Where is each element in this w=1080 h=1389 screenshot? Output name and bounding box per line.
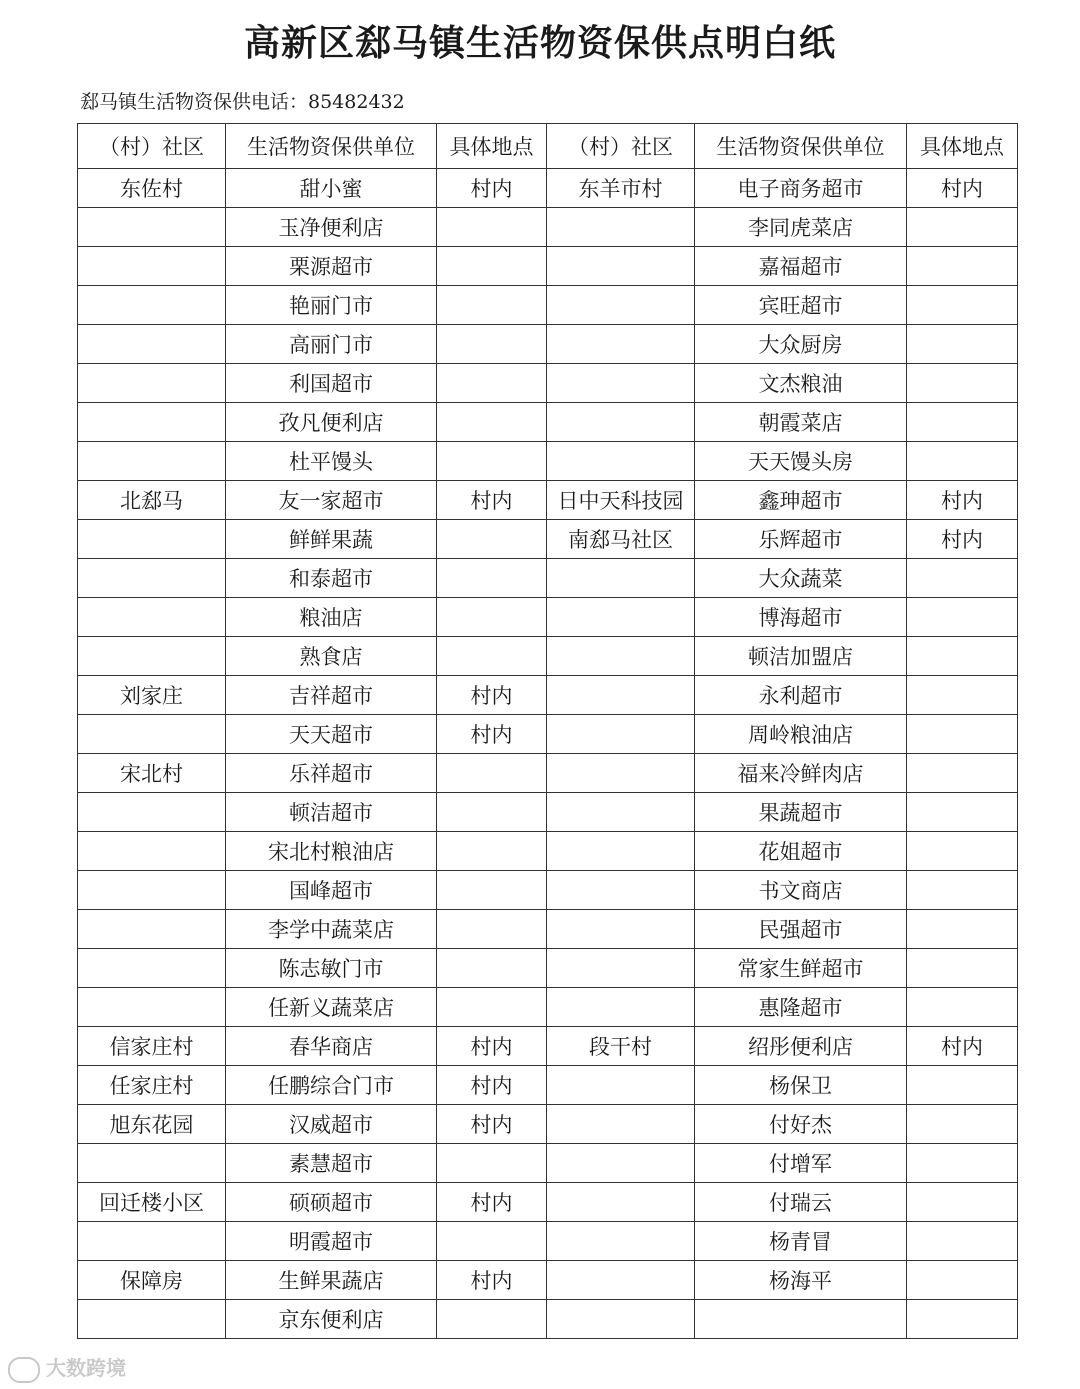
- supply-unit-cell: 硕硕超市: [226, 1183, 437, 1222]
- community-cell: 保障房: [78, 1261, 226, 1300]
- supply-unit-cell: 粮油店: [226, 598, 437, 637]
- community-cell: [78, 910, 226, 949]
- table-row: [78, 520, 1018, 559]
- table-row: [78, 442, 1018, 481]
- location-cell: [907, 442, 1018, 481]
- table-row: [78, 247, 1018, 286]
- supply-unit-cell: 惠隆超市: [695, 988, 907, 1027]
- header-location-left: 具体地点: [437, 124, 547, 169]
- community-cell: [78, 325, 226, 364]
- table-row: [78, 1066, 1018, 1105]
- location-cell: [437, 1144, 547, 1183]
- location-cell: [437, 364, 547, 403]
- location-cell: [907, 598, 1018, 637]
- table-row: [78, 559, 1018, 598]
- supply-unit-cell: 民强超市: [695, 910, 907, 949]
- table-row: [78, 676, 1018, 715]
- location-cell: 村内: [907, 1027, 1018, 1066]
- supply-unit-cell: 生鲜果蔬店: [226, 1261, 437, 1300]
- location-cell: [907, 1066, 1018, 1105]
- table-header-row: [78, 124, 1018, 169]
- community-cell: [547, 286, 695, 325]
- location-cell: [437, 208, 547, 247]
- community-cell: 段干村: [547, 1027, 695, 1066]
- supply-unit-cell: 春华商店: [226, 1027, 437, 1066]
- supply-unit-cell: 任鹏综合门市: [226, 1066, 437, 1105]
- supply-unit-cell: 天天超市: [226, 715, 437, 754]
- supply-unit-cell: 福来冷鲜肉店: [695, 754, 907, 793]
- table-row: [78, 1105, 1018, 1144]
- supply-unit-cell: 京东便利店: [226, 1300, 437, 1339]
- location-cell: [437, 1222, 547, 1261]
- community-cell: [78, 988, 226, 1027]
- community-cell: [78, 1144, 226, 1183]
- community-cell: [547, 1144, 695, 1183]
- location-cell: [907, 949, 1018, 988]
- table-row: [78, 910, 1018, 949]
- supply-phone-line: 郄马镇生活物资保供电话：85482432: [80, 91, 405, 113]
- community-cell: [547, 364, 695, 403]
- community-cell: [78, 559, 226, 598]
- supply-unit-cell: 周岭粮油店: [695, 715, 907, 754]
- table-row: [78, 949, 1018, 988]
- community-cell: [78, 247, 226, 286]
- table-row: [78, 364, 1018, 403]
- supply-unit-cell: 天天馒头房: [695, 442, 907, 481]
- location-cell: [907, 364, 1018, 403]
- location-cell: [907, 637, 1018, 676]
- supply-unit-cell: 李学中蔬菜店: [226, 910, 437, 949]
- community-cell: [78, 403, 226, 442]
- supply-unit-cell: 明霞超市: [226, 1222, 437, 1261]
- community-cell: [78, 208, 226, 247]
- location-cell: [907, 1222, 1018, 1261]
- table-row: [78, 715, 1018, 754]
- community-cell: [547, 598, 695, 637]
- location-cell: [437, 442, 547, 481]
- community-cell: [78, 949, 226, 988]
- table-row: [78, 1300, 1018, 1339]
- community-cell: [78, 598, 226, 637]
- table-row: [78, 637, 1018, 676]
- community-cell: [547, 637, 695, 676]
- supply-unit-cell: 孜凡便利店: [226, 403, 437, 442]
- supply-unit-cell: 国峰超市: [226, 871, 437, 910]
- community-cell: 宋北村: [78, 754, 226, 793]
- table-row: [78, 286, 1018, 325]
- location-cell: 村内: [907, 169, 1018, 208]
- supply-unit-cell: 甜小蜜: [226, 169, 437, 208]
- supply-unit-cell: 杜平馒头: [226, 442, 437, 481]
- table-row: [78, 988, 1018, 1027]
- table-row: [78, 1222, 1018, 1261]
- community-cell: [547, 715, 695, 754]
- community-cell: [547, 1300, 695, 1339]
- location-cell: [907, 988, 1018, 1027]
- table-row: [78, 325, 1018, 364]
- location-cell: [907, 1261, 1018, 1300]
- community-cell: [547, 1066, 695, 1105]
- community-cell: [78, 637, 226, 676]
- supply-unit-cell: 玉净便利店: [226, 208, 437, 247]
- supply-unit-cell: 顿洁超市: [226, 793, 437, 832]
- location-cell: [907, 325, 1018, 364]
- community-cell: [547, 325, 695, 364]
- location-cell: 村内: [437, 169, 547, 208]
- location-cell: [907, 871, 1018, 910]
- supply-unit-cell: 利国超市: [226, 364, 437, 403]
- location-cell: [437, 325, 547, 364]
- community-cell: [547, 247, 695, 286]
- supply-unit-cell: 和泰超市: [226, 559, 437, 598]
- community-cell: [547, 949, 695, 988]
- location-cell: [907, 1300, 1018, 1339]
- community-cell: [78, 1222, 226, 1261]
- community-cell: [547, 1105, 695, 1144]
- community-cell: [78, 286, 226, 325]
- supply-unit-cell: 艳丽门市: [226, 286, 437, 325]
- community-cell: [78, 832, 226, 871]
- table-row: [78, 598, 1018, 637]
- supply-unit-cell: 杨保卫: [695, 1066, 907, 1105]
- community-cell: [547, 988, 695, 1027]
- location-cell: [907, 676, 1018, 715]
- location-cell: [437, 988, 547, 1027]
- supply-unit-cell: 任新义蔬菜店: [226, 988, 437, 1027]
- community-cell: [78, 715, 226, 754]
- location-cell: 村内: [437, 481, 547, 520]
- supply-unit-cell: 付增军: [695, 1144, 907, 1183]
- table-row: [78, 1261, 1018, 1300]
- location-cell: [437, 754, 547, 793]
- community-cell: [547, 754, 695, 793]
- table-row: [78, 754, 1018, 793]
- community-cell: [78, 793, 226, 832]
- location-cell: [437, 832, 547, 871]
- supply-unit-cell: 吉祥超市: [226, 676, 437, 715]
- supply-unit-cell: 陈志敏门市: [226, 949, 437, 988]
- table-row: [78, 1027, 1018, 1066]
- community-cell: 旭东花园: [78, 1105, 226, 1144]
- location-cell: 村内: [437, 1183, 547, 1222]
- supply-unit-cell: 朝霞菜店: [695, 403, 907, 442]
- table-row: [78, 208, 1018, 247]
- supply-unit-cell: 素慧超市: [226, 1144, 437, 1183]
- location-cell: [437, 286, 547, 325]
- location-cell: [907, 1105, 1018, 1144]
- watermark: [8, 1352, 126, 1383]
- location-cell: [907, 286, 1018, 325]
- location-cell: 村内: [437, 1261, 547, 1300]
- community-cell: [547, 559, 695, 598]
- supply-unit-cell: 李同虎菜店: [695, 208, 907, 247]
- supply-unit-cell: 嘉福超市: [695, 247, 907, 286]
- table-row: [78, 832, 1018, 871]
- location-cell: [437, 598, 547, 637]
- supply-unit-cell: 博海超市: [695, 598, 907, 637]
- location-cell: [437, 793, 547, 832]
- supply-unit-cell: 顿洁加盟店: [695, 637, 907, 676]
- location-cell: [907, 208, 1018, 247]
- location-cell: [437, 520, 547, 559]
- location-cell: [907, 1144, 1018, 1183]
- supply-unit-cell: 友一家超市: [226, 481, 437, 520]
- supply-unit-cell: [695, 1300, 907, 1339]
- location-cell: [437, 949, 547, 988]
- supply-unit-cell: 常家生鲜超市: [695, 949, 907, 988]
- supply-unit-cell: 电子商务超市: [695, 169, 907, 208]
- table-row: [78, 1144, 1018, 1183]
- supply-unit-cell: 鑫珅超市: [695, 481, 907, 520]
- supply-unit-cell: 果蔬超市: [695, 793, 907, 832]
- supply-unit-cell: 高丽门市: [226, 325, 437, 364]
- table-row: [78, 403, 1018, 442]
- community-cell: 北郄马: [78, 481, 226, 520]
- supply-unit-cell: 宋北村粮油店: [226, 832, 437, 871]
- community-cell: 日中天科技园: [547, 481, 695, 520]
- community-cell: 信家庄村: [78, 1027, 226, 1066]
- location-cell: [437, 1300, 547, 1339]
- community-cell: [78, 442, 226, 481]
- community-cell: [547, 832, 695, 871]
- supply-unit-cell: 书文商店: [695, 871, 907, 910]
- supply-unit-cell: 花姐超市: [695, 832, 907, 871]
- community-cell: [78, 871, 226, 910]
- location-cell: 村内: [907, 520, 1018, 559]
- location-cell: 村内: [437, 676, 547, 715]
- supply-unit-cell: 付瑞云: [695, 1183, 907, 1222]
- supply-unit-cell: 乐辉超市: [695, 520, 907, 559]
- location-cell: [437, 637, 547, 676]
- watermark-text: 大数跨境: [46, 1356, 126, 1380]
- supply-unit-cell: 大众蔬菜: [695, 559, 907, 598]
- community-cell: [547, 442, 695, 481]
- header-community-right: （村）社区: [547, 124, 695, 169]
- location-cell: [907, 715, 1018, 754]
- document-title: 高新区郄马镇生活物资保供点明白纸: [243, 23, 836, 64]
- table-row: [78, 793, 1018, 832]
- supply-unit-cell: 乐祥超市: [226, 754, 437, 793]
- location-cell: 村内: [437, 1027, 547, 1066]
- location-cell: [437, 403, 547, 442]
- community-cell: 任家庄村: [78, 1066, 226, 1105]
- community-cell: [547, 1183, 695, 1222]
- community-cell: [78, 520, 226, 559]
- location-cell: [907, 832, 1018, 871]
- location-cell: [907, 1183, 1018, 1222]
- table-row: [78, 169, 1018, 208]
- community-cell: [547, 1222, 695, 1261]
- header-community-left: （村）社区: [78, 124, 226, 169]
- community-cell: [547, 793, 695, 832]
- location-cell: [907, 793, 1018, 832]
- header-supply-unit-right: 生活物资保供单位: [695, 124, 907, 169]
- location-cell: 村内: [437, 715, 547, 754]
- location-cell: [437, 871, 547, 910]
- location-cell: 村内: [437, 1105, 547, 1144]
- table-body: [78, 169, 1018, 1339]
- supply-unit-cell: 杨青冒: [695, 1222, 907, 1261]
- community-cell: 南郄马社区: [547, 520, 695, 559]
- community-cell: [547, 676, 695, 715]
- community-cell: 刘家庄: [78, 676, 226, 715]
- supply-unit-cell: 栗源超市: [226, 247, 437, 286]
- community-cell: [547, 871, 695, 910]
- table-row: [78, 481, 1018, 520]
- community-cell: [547, 403, 695, 442]
- community-cell: 东羊市村: [547, 169, 695, 208]
- table-row: [78, 1183, 1018, 1222]
- location-cell: [437, 910, 547, 949]
- community-cell: [547, 1261, 695, 1300]
- community-cell: [78, 364, 226, 403]
- supply-unit-cell: 永利超市: [695, 676, 907, 715]
- supply-points-table: [77, 123, 1018, 1339]
- community-cell: 东佐村: [78, 169, 226, 208]
- community-cell: 回迁楼小区: [78, 1183, 226, 1222]
- community-cell: [547, 208, 695, 247]
- location-cell: [907, 754, 1018, 793]
- header-supply-unit-left: 生活物资保供单位: [226, 124, 437, 169]
- supply-unit-cell: 大众厨房: [695, 325, 907, 364]
- location-cell: [437, 247, 547, 286]
- location-cell: [907, 247, 1018, 286]
- supply-unit-cell: 杨海平: [695, 1261, 907, 1300]
- location-cell: [437, 559, 547, 598]
- location-cell: [907, 403, 1018, 442]
- supply-unit-cell: 熟食店: [226, 637, 437, 676]
- supply-unit-cell: 绍彤便利店: [695, 1027, 907, 1066]
- watermark-logo-icon: [8, 1357, 40, 1383]
- location-cell: [907, 910, 1018, 949]
- supply-unit-cell: 付好杰: [695, 1105, 907, 1144]
- supply-unit-cell: 文杰粮油: [695, 364, 907, 403]
- location-cell: 村内: [437, 1066, 547, 1105]
- community-cell: [78, 1300, 226, 1339]
- header-location-right: 具体地点: [907, 124, 1018, 169]
- supply-unit-cell: 汉威超市: [226, 1105, 437, 1144]
- location-cell: [907, 559, 1018, 598]
- table-row: [78, 871, 1018, 910]
- supply-unit-cell: 宾旺超市: [695, 286, 907, 325]
- supply-unit-cell: 鲜鲜果蔬: [226, 520, 437, 559]
- location-cell: 村内: [907, 481, 1018, 520]
- community-cell: [547, 910, 695, 949]
